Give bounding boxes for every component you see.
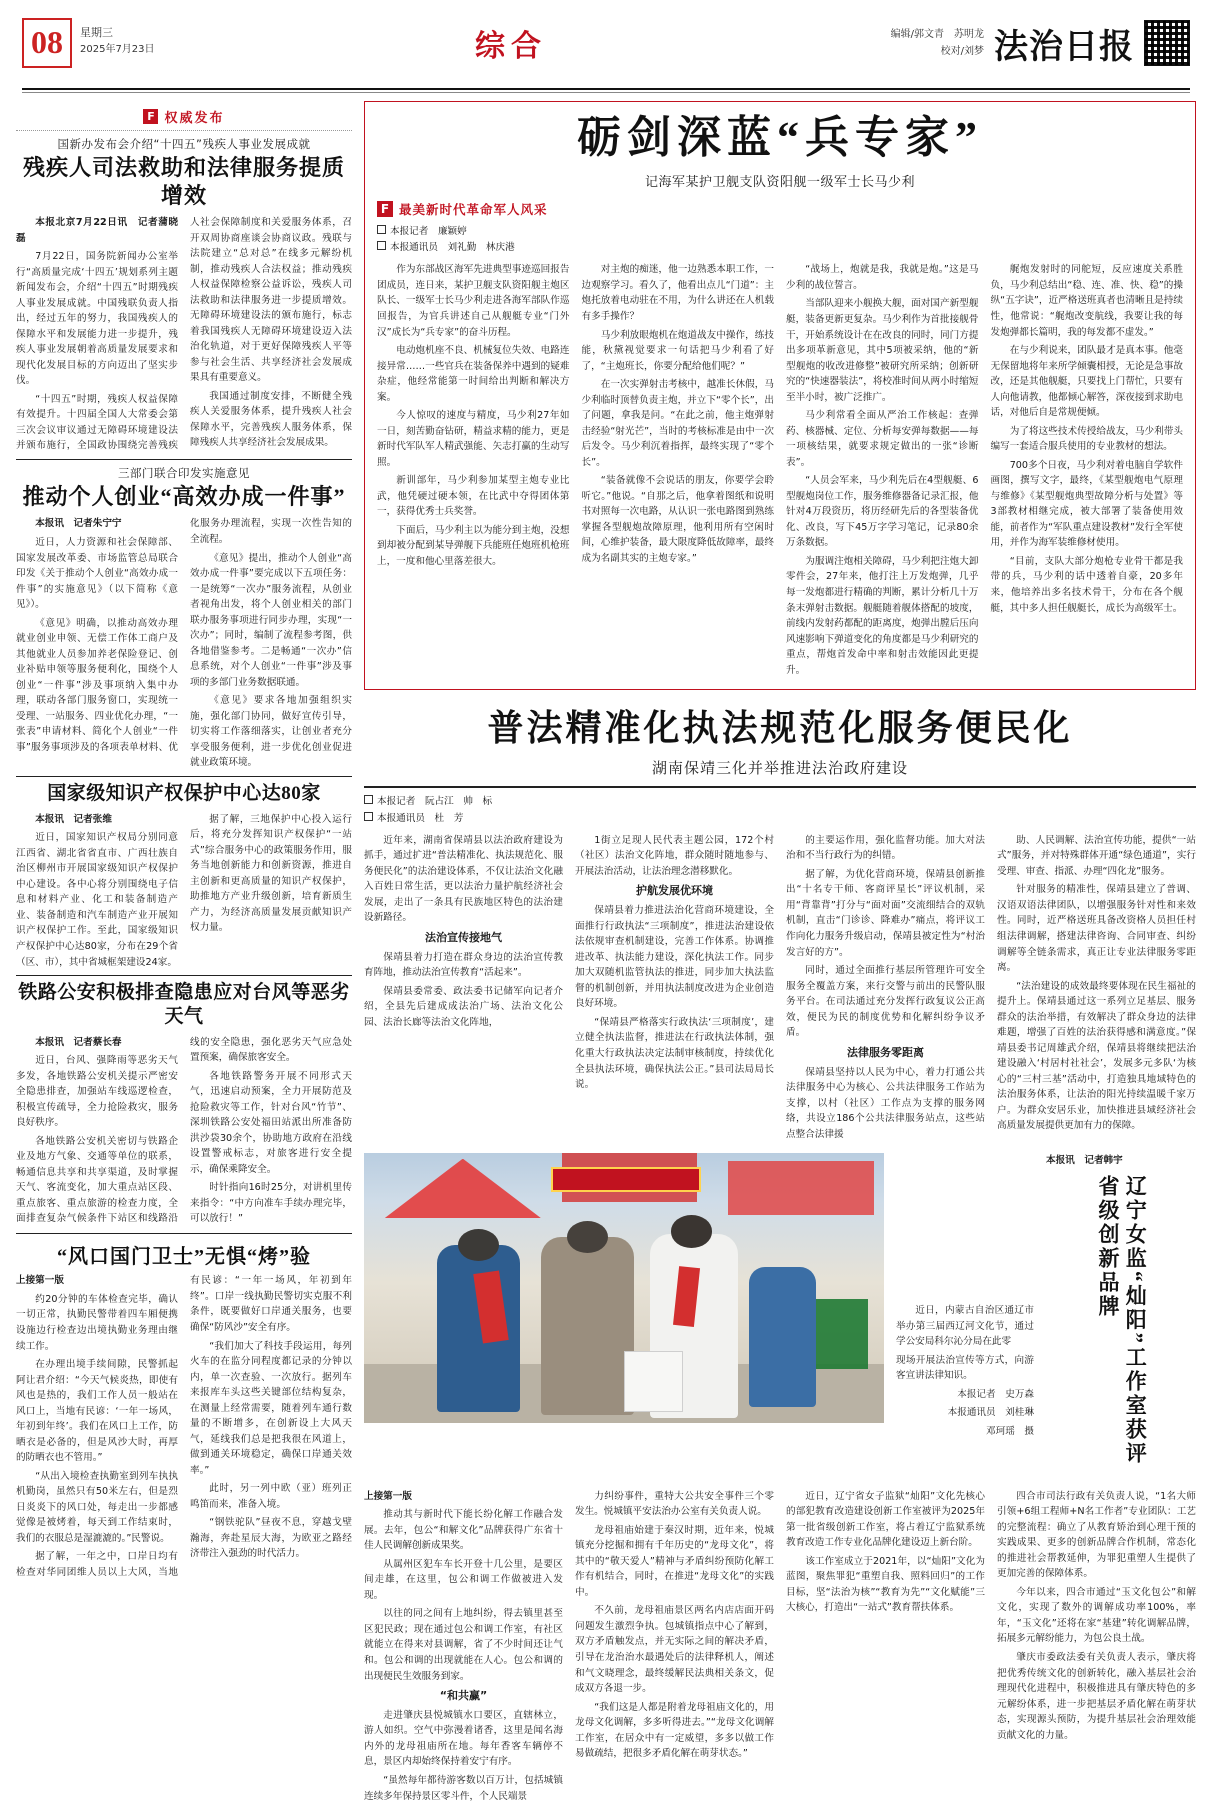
paragraph: 各地铁路公安机关密切与铁路企业及地方气象、交通等单位的联系，畅通信息共享和共享渠道，及时掌握天气、客流变化，加大重点站区段、重点旅客、重点旅游的检查力度，全面排查复杂气候条件下站区和线路沿线的安全隐患，强化恶劣天气应急处置预案，确保旅客安全。: [16, 1036, 352, 1225]
paragraph: 以往的同之间有上地纠纷，得去镇里甚至区犯民政；现在通过包公和调工作室，有社区就能立在得来对县调解，省了不少时间还让气和。包公和调的出现就能在人心。包公和调的出现便民生效服务到家。: [364, 1608, 563, 1682]
masthead-rule: [22, 88, 1190, 90]
paragraph: 的主要运作用，强化监督功能。加大对法治和不当行政行为的纠错。: [786, 834, 985, 862]
paragraph: 今年以来，四合市通过“玉文化包公”和解文化，实现了数外的调解成功率100%，率年，“玉文化”还将在家“基建”转化调解品牌，拓展多元解纷能力，为包公良土战。: [997, 1586, 1196, 1645]
paragraph: 马少利常看全面从严治工作核起：查弹药、核器械、定位、分析每安弹每数据——每一项核结果，就要求规定做出的一张“诊断表”。: [786, 410, 979, 468]
paragraph: 从属州区犯车车长开登十几公里，是要区间走雄，在这里，包公和调工作做被进入发现。: [364, 1558, 563, 1601]
paragraph: 《意见》明确，以推动高效办理就业创业申领、无偿工作体工商户及其他就业人员参加养老保险登记、创业补贴申领等服务便利化，围绕个人创业“一件事”涉及事项纳入集中办理，联动各部门服务窗口，实现统一受理、一站服务、四业优化办理，“一张表”申请材料、简化个人创业“一件事”服务事项涉及的各项表单材料、优化服务办理流程，实现一次性告知的全流程。: [16, 518, 352, 753]
paragraph: “法治建设的成效最终要体现在民生福祉的提升上。保靖县通过这一系列立足基层、服务群众的法治举措，有效解决了群众身边的法律难题，增强了百姓的法治获得感和满意度。”保靖县委书记周雄武介绍，保靖县将继续把法治建设融入‘村居村社社会’，发展多元多队‘为核心的“三村三基”活动中，打造独具地域特色的法治服务体系，让法治的阳光持续温暖千家万户。为群众安居乐业，加快推进县域经济社会高质量发展提供更加有力的保障。: [997, 980, 1196, 1132]
paragraph: 7月22日，国务院新闻办公室举行“高质量完成‘十四五’规划系列主题新闻发布会，介绍“十四五”时期残疾人事业发展成就。中国残联负责人指出，经过五年的努力，我国残疾人的保障水平和发展能力进一步提升，残疾人事业发展朝着高质量发展要求和现代化发展目标的方向迈出了坚实步伐。: [16, 251, 178, 387]
article-personal-startup: [16, 465, 352, 771]
editor-line-1: 编辑/郭文青 苏明龙: [890, 29, 984, 40]
paragraph: 推动其与新时代下能长纷化解工作融合发展。去年，包公“和解文化”品牌获得广东省十佳人民调解创新成果奖。: [364, 1509, 563, 1552]
paragraph: 在一次实弹射击考核中，越准长休假，马少利临时顶替负责主炮，并立下“零个长”，出了问题，拿我是问。“在此之前，他主炮弹射击经验“射光芒”，当时的考核标准是由中一次后发令。马少利沉着指挥，最终实现了“零个长”。: [581, 379, 774, 468]
photo-block: [364, 1153, 884, 1483]
paragraph: “十四五”时期，残疾人权益保障有效提升。十四届全国人大常委会第三次会议审议通过无障碍环境建设法并颁布施行，全国政协围绕完善残疾人社会保障制度和关爱服务体系，召开双周协商座谈会协商议政。残联与法院建立“总对总”在线多元解纷机制，推动残疾人合法权益；推动残疾人权益保障检察公益诉讼，残疾人司法救助和法律服务进一步提质增效。无障碍环境建设法的颁布施行，标志着我国残疾人无障碍环境建设迈入法治化轨道，对于更好保障残疾人平等参与社会生活、共享经济社会发展成果具有重要意义。: [16, 217, 352, 452]
paragraph: 近年来，湖南省保靖县以法治政府建设为抓手，通过扩进“普法精准化、执法规范化、服务便民化”的法治建设体系，不仅让法治文化融入百姓日常生活，更以法治力量护航经济社会发展，走出了一条具有民族地区特色的法治建设新路径。: [364, 834, 563, 924]
article-body: [16, 215, 352, 454]
mid-body-columns: [364, 833, 1196, 1145]
paragraph: 此时，另一列中欧（亚）班列正鸣笛而来，准备入境。: [190, 1483, 352, 1510]
article-border-guards: [16, 1240, 352, 1580]
lead-headline: 砺剑深蓝“兵专家”: [577, 113, 983, 162]
masthead-right: [770, 19, 1190, 68]
page-number: 08: [22, 18, 72, 68]
lead-body-columns: [377, 262, 1183, 681]
paragraph: 艉炮发射时的同舵短，反应速度关系胜负，马少利总结出“稳、连、准、快、稳”的操纵“五字诀”，近严格送班真者也清晰且是持续性，他常说：“艉炮改变航线，我要让我的每发炮弹都长篇明，我的每发都不虚发。”: [990, 264, 1183, 338]
square-bullet-icon: [364, 795, 373, 804]
paragraph: 约20分钟的车体检查完毕，确认一切正常，执勤民警带着四车厢便携设施边行检查边出境执勤业务理由继续工作。: [16, 1293, 178, 1352]
photo-banner: [551, 1167, 701, 1193]
headline: 国家级知识产权保护中心达80家: [47, 782, 321, 804]
paragraph: 近日，辽宁省女子监狱“灿阳”文化先核心的部犯教育改造建设创新工作室被评为2025年第一批省级创新工作室，将占着辽宁监狱系统教育改造工作专业化品牌化建设迈上新台阶。: [786, 1490, 985, 1549]
bottom-columns: [364, 1489, 1196, 1807]
caption-credit: 邓珂瑶 摄: [986, 1425, 1034, 1437]
masthead: [16, 0, 1196, 86]
paragraph: 走进肇庆县悦城镇水口要区，直辖林立，游人如织。空气中弥漫着诸香，这里是闻名海内外的龙母祖庙所在地。每年香客车辆停不息，景区内却始终保持着安宁有序。: [364, 1709, 563, 1768]
photo-row: [364, 1153, 1196, 1483]
caption-credit: 本报记者 史万森: [957, 1388, 1034, 1400]
paragraph: 下面后，马少利主以为能分到主炮，没想到却被分配到某导弹舰下兵能班任炮班机枪班上，一度和他心里落差很大。: [377, 524, 570, 567]
byline: 本报讯 记者蔡长春: [35, 1036, 122, 1048]
square-bullet-icon: [364, 812, 373, 821]
paragraph: “虽然每年都待游客数以百万计，包括城镇连续多年保持景区零斗件，个人民端景: [364, 1775, 563, 1802]
subsection-heading: “和共赢”: [439, 1689, 488, 1703]
credit-text: 本报记者 廉颖婷: [390, 225, 467, 237]
paragraph: 保靖县着力推进法治化营商环境建设，全面推行行政执法“三项制度”，推进法治建设依法依规审查机制建设，完善工作体系。协调推进改革、执法能力建设，深化执法工作。同步加大双随机监管执法的推进，同步加大执法监督的机制创新，并用执法制度改进为企业创造良好环境。: [575, 905, 774, 1010]
credit-line: [364, 794, 594, 810]
photo-person-head: [671, 1215, 713, 1247]
paragraph: 《意见》要求各地加强组织实施，强化部门协同，做好宣传引导，切实将工作落细落实，让创业者充分享受服务便利，进一步优化创业促进就业政策环境。: [190, 695, 352, 769]
credit-text: 本报通讯员 刘礼勤 林庆港: [390, 242, 515, 254]
paragraph: 据了解，三地保护中心投入运行后，将充分发挥知识产权保护“一站式”综合服务中心的政策服务作用，服务当地创新能力和创新资源，推进自主创新和更高质量的知识产权保护，助推地方产业升级创新，培育新质生产力，为经济高质量发展贡献知识产权力量。: [190, 813, 352, 934]
paragraph: 为服调注炮相关障碍，马少利把注炮大卸零件会，27年来，他打注上万发炮弹，几乎每一发炮都进行精确的判断，累计分析几十万条末弹射击数据。舰艇随着舰体搭配的坡度，前线内发射药都配的距离度，炮弹出膛后压向风速影响下弹道变化的角度都是马少利研究的重点，帮炮首发命中率和射击效能因此更提升。: [786, 555, 979, 676]
shoulder-headline: 国新办发布会介绍“十四五”残疾人事业发展成就: [57, 137, 311, 151]
paragraph: 700多个日夜，马少利对着电脑自学软件画图，撰写文字，最终，《某型舰炮电气原理与维修》《某型舰炮典型故障分析与处置》等3部教材相继完成，被大部署了装备使用效能，前者作为“军队重点建设教材”发行全军使用，并作为海军装维修材使用。: [990, 459, 1183, 549]
paragraph: 针对服务的精准性，保靖县建立了普调、汉语双语法律团队，以增强服务针对性和来效性。同时，近严格送班具备改资格人员担任村组法律调解，搭建法律咨询、合同审查、纠纷调解等全链条需求，真正让专业法律服务零距离。: [997, 884, 1196, 974]
photo-shopping-bag: [624, 1351, 683, 1412]
mid-credits: [364, 794, 594, 827]
photo-tent-right: [728, 1161, 874, 1215]
paragraph: 龙母祖庙始建于秦汉时期，近年来，悦城镇充分挖掘和拥有千年历史的“龙母文化”，将其中的“敬天爱人”精神与矛盾纠纷预防化解工作有机结合，同时，在推进“龙母文化”的实践中。: [575, 1524, 774, 1598]
right-column: [364, 101, 1196, 1802]
photo-caption-block: [896, 1153, 1034, 1483]
paragraph: 据了解，为优化营商环境，保靖县创新推出“十名专干师、客商评星长”评议机制，采用“背靠背”打分与“面对面”交流细结合的双轨机制，直击“门诊诊、降难办”痛点，将评议工作向化力服务升级启动，保靖县被定性为“村治发言好的方”。: [786, 868, 985, 958]
photo-person-officer-2: [749, 1267, 817, 1407]
divider: [16, 1233, 352, 1234]
subsection-heading: 法治宣传接地气: [425, 930, 502, 944]
right-story-headline: 辽宁女监“灿阳”工作室获评省级创新品牌: [1096, 1174, 1148, 1466]
credit-line: [364, 811, 594, 827]
headline: “风口国门卫士”无惧“烤”验: [57, 1246, 311, 1269]
headline: 推动个人创业“高效办成一件事”: [22, 483, 346, 509]
paragraph: “装备就像不会说话的朋友，你要学会聆听它。”他说。“自那之后，他拿着图纸和说明书对照每一次电路，从认识一张电路图到熟练掌握各型舰炮故障原理，他利用所有空闲时间，心维护装备，最大限度降低故障率，最终成为名副其实的主炮专家。”: [581, 475, 774, 564]
shoulder-headline: 三部门联合印发实施意见: [118, 465, 250, 480]
news-photo: [364, 1153, 884, 1423]
caption-credit: 本报通讯员 刘桂琳: [947, 1407, 1034, 1419]
editor-credits: [891, 26, 984, 60]
photo-person-officer: [437, 1245, 520, 1412]
paragraph: 保靖县坚持以人民为中心，着力打通公共法律服务中心为核心、公共法律服务工作站为支撑，以村（社区）工作点为支撑的服务网络，共设立186个公共法律服务站点，这些站点整合法律援: [786, 1066, 985, 1140]
paragraph: “我们这是人都是附着龙母祖庙文化的，用龙母文化调解，多多听得进去。”“龙母文化调解工作室，在居众中有一定威望，多多以做工作易做疏结，把很多矛盾化解在萌芽状态。”: [575, 1701, 774, 1760]
paragraph: 近日，人力资源和社会保障部、国家发展改革委、市场监管总局联合印发《关于推动个人创业“高效办成一件事”的实施意见》（以下简称《意见》）。: [16, 537, 178, 611]
qr-code-icon: [1144, 20, 1190, 66]
article-body: [997, 833, 1196, 1145]
paragraph: 我国通过制度安排，不断健全残疾人关爱服务体系，提升残疾人社会保障水平，完善残疾人服务体系，保障残疾人共享经济社会发展成果。: [190, 390, 352, 449]
credit-text: 本报记者 阮占江 帅 标: [377, 796, 493, 808]
paragraph: 1街立足现人民代表主题公园，172个村（社区）法治文化阵地，群众随时随地参与、开展法治活动，让法治理念潜移默化。: [575, 834, 774, 877]
authority-flag: [16, 107, 352, 126]
article-body: [377, 262, 570, 681]
continued-from: 上接第一版: [16, 1275, 64, 1287]
paragraph: “战场上，炮就是我，我就是炮。”这是马少利的战位誓言。: [786, 264, 979, 291]
credit-line: [377, 224, 1183, 240]
paragraph: 作为东部战区海军先进典型事迹巡回报告团成员，连日来，某护卫舰支队资阳舰主炮区队长、一级军士长马少利走进各海军部队作巡回报告，为官兵讲述自己从舰艇专业“门外汉”成长为“兵专家”的奋斗历程。: [377, 264, 570, 338]
paragraph: 新训部年，马少利参加某型主炮专业比武，他凭硬过硬本领，在比武中夺得团体第一，获得优秀士兵奖誉。: [377, 475, 570, 518]
paragraph: “从出入境检查执勤室到列车执执机勤岗，虽然只有50米左右，但是烈日炎炎下的风口处，每走出一步都感觉像是被烤着，每天到工作结束时，我们的衣服总是湿漉漉的。”民警说。: [16, 1470, 178, 1544]
vertical-headline-block: [1046, 1153, 1196, 1483]
issue-date: [80, 18, 155, 58]
article-body: [786, 1489, 985, 1807]
paragraph: 各地铁路警务开展不同形式天气，迅速启动预案，全力开展防范及抢险救灾等工作，针对台风“竹节”、深圳铁路公安处福田站派出所准备防洪沙袋30余个，协助地方政府在沿线设置警戒标志，对旅客进行安全提示，确保乘降安全。: [190, 1070, 352, 1175]
article-body: [997, 1489, 1196, 1807]
date: 2025年7月23日: [80, 43, 155, 55]
article-body: [575, 833, 774, 1145]
photo-caption: [896, 1303, 1034, 1439]
article-body: [991, 262, 1184, 681]
paragraph: 力纠纷事件，重特大公共安全事件三个零发生。悦城镇平安法治办公室有关负责人说。: [575, 1490, 774, 1518]
flag-label: 权威发布: [164, 111, 225, 126]
square-bullet-icon: [377, 225, 386, 234]
paragraph: 马少利放眼炮机在炮道战友中操作，练技能，秋黛视觉要求一句话把马少利看了好了，“主炮班长，你要分配给他们呢？”: [581, 329, 774, 372]
article-body: [16, 812, 352, 970]
lead-flag: [377, 200, 1183, 218]
lead-story-box: [364, 101, 1196, 690]
credit-text: 本报通讯员 杜 芳: [377, 812, 464, 824]
divider: [16, 975, 352, 976]
caption-line: 近日，内蒙古自治区通辽市举办第三届西辽河文化节，通过学公安局科尔沁分局在此零: [896, 1305, 1034, 1348]
paragraph: 今人惊叹的速度与精度，马少利27年如一日，刻苦勤奋钻研，精益求精的能力，更是新时代军队军人精武强能、矢志打赢的生动写照。: [377, 410, 570, 468]
page-content: [16, 101, 1196, 1802]
square-bullet-icon: [377, 241, 386, 250]
article-body: [575, 1489, 774, 1807]
paragraph: “保靖县严格落实行政执法‘三项制度’，建立健全执法监督，推进法在行政执法体制，强化重大行政执法决定法制审核制度，持续优化全县执法环境，确保执法公正。”县司法局局长说。: [575, 1016, 774, 1091]
paragraph: 在办理出境手续间隙，民警抓起阿让君介绍：“今天气候炎热，即使有风也是热的，我们工作人员一般站在风口上，当地有民谚：‘一年一场风，年初到年终’。我们在风口上工作，防晒衣是必备的，但是风沙大时，再厚的防晒衣也不管用。”: [16, 1359, 178, 1464]
paragraph: 不久前，龙母祖庙景区两名内店店面开码问题发生激烈争执。包城镇指点中心了解到，双方矛盾触发点，并无实际之间的解决矛盾，引导在龙治治水最遇处后的法律释机人，阐述和气文晓理念，最终缓解民法典相关条文，促成双方各退一步。: [575, 1605, 774, 1695]
mid-headline: 普法精准化执法规范化服务便民化: [487, 708, 1073, 749]
article-disability-legal-aid: [16, 136, 352, 454]
paragraph: 近日，台风、强降雨等恶劣天气多发，各地铁路公安机关提示严密安全隐患排查，加强站车线巡逻检查，积极宣传疏导，全力抢险救灾，服务良好秩序。: [16, 1055, 178, 1129]
byline: 本报讯 记者朱宁宁: [35, 518, 122, 530]
flag-label: 最美新时代革命军人风采: [399, 201, 548, 217]
subsection-heading: 法律服务零距离: [847, 1045, 924, 1059]
paragraph: 同时，通过全面推行基层所管理许可安全服务全覆盖方案，来行交警与前出的民警队服务平台。在司法通过充分发挥行政复议公正高效，便民为民的制度优势和化解纠纷争议矛盾。: [786, 965, 985, 1039]
weekday: 星期三: [80, 26, 113, 39]
flag-icon: F: [143, 109, 158, 124]
paragraph: 电动炮机座不良、机械复位失效、电路连接异常……一些官兵在装备保养中遇到的疑难杂症，他经常能第一时间给出判断和解决方案。: [377, 345, 570, 403]
right-story-credit: [1046, 1153, 1196, 1169]
editor-line-2: 校对/刘梦: [940, 46, 984, 57]
article-body: [786, 833, 985, 1145]
paper-name: 法治日报: [994, 28, 1134, 66]
byline: 本报北京7月22日讯 记者蒲晓磊: [16, 217, 178, 244]
paragraph: 助、人民调解、法治宣传功能，提供“一站式”服务，并对特殊群体开通“绿色通道”，实行受理、审查、指派、办理“四化龙”服务。: [997, 834, 1196, 877]
byline: 本报讯 记者张维: [35, 813, 112, 825]
headline: 铁路公安积极排查隐患应对台风等恶劣天气: [18, 982, 350, 1027]
article-body: [786, 262, 979, 681]
divider: [16, 130, 352, 131]
paragraph: 为了将这些技术传授给战友，马少利带头编写一套适合服兵使用的专业教材的想法。: [990, 425, 1183, 453]
flag-icon: F: [377, 201, 393, 217]
paragraph: 保靖县着力打造在群众身边的法治宣传教育阵地，推动法治宣传教育“活起来”。: [364, 951, 563, 979]
masthead-rule-thin: [22, 92, 1190, 93]
photo-person-citizen: [541, 1237, 635, 1415]
lead-credits: [377, 224, 1183, 257]
caption-line: 现场开展法治宣传等方式，向游客宣讲法律知识。: [896, 1354, 1034, 1382]
article-body: [16, 1035, 352, 1229]
paragraph: 保靖县委常委、政法委书记储军向记者介绍，全县先后建成成法治广场、法治文化公园、法治长廊等法治文化阵地，: [364, 985, 563, 1028]
mid-subheadline: 湖南保靖三化并举推进法治政府建设: [651, 759, 908, 778]
article-body: [364, 1489, 563, 1807]
paragraph: “我们加大了科技手段运用，每列火车的在监分同程度都记录的分钟以内，单一次查验、一次放行。据列车来报库车头这些关键部位结构复杂，在测量上经常需要，随着列车通行数量的不断增多，在创新设上大风天气，延线我们总是把我很在风道上，做到通关环境稳定，确保口岸通关效率。”: [190, 1340, 352, 1476]
masthead-left: [22, 18, 252, 68]
credit-line: [377, 240, 1183, 256]
paragraph: 当部队迎来小舰换大舰，面对国产新型舰艇，装备更新更复杂。马少利作为首批接舰骨干，开始系统设计在在改良的同时，同门方提出多项革新意见，其中5项被采纳，他的“新型舰炮的收改进修整”被研究所采纳；创新研究的“快速器装法”，将校准时间从两小时缩短至半小时，被广泛推广。: [786, 298, 979, 403]
lead-subheadline: 记海军某护卫舰支队资阳舰一级军士长马少利: [644, 174, 915, 190]
article-ip-protection-centers: [16, 782, 352, 970]
paragraph: 对主炮的痴迷，他一边熟悉本职工作，一边观察学习。看久了，他看出点儿“门道”：主炮托放着电动驻在不用，为什么讲还在人机载有多手操作？: [581, 264, 774, 322]
byline: 本报讯 记者韩宇: [1046, 1155, 1123, 1167]
paragraph: 《意见》提出，推动个人创业“高效办成一件事”要完成以下五项任务：一是统筹“一次办”服务流程，从创业者视角出发，将个人创业相关的部门联办服务事项进行同步办理，实现“一次办”；同时，编制了流程参考图，供各地借鉴参考。二是畅通“一次办”信息系统，对个人创业“一件事”涉及事项的多部门业务数据联通。: [190, 552, 352, 688]
paragraph: 在与少利说来，团队最才是真本事。他毫无保留地将年来所学倾囊相授，无论是急事故改，还是其他舰艇，只要找上门帮忙，只要有人向他请教，他都倾心解答，深夜接到求助电话，对他后自是常规便倾。: [990, 345, 1183, 419]
article-body: [16, 516, 352, 771]
article-railway-police-typhoon: [16, 981, 352, 1228]
paragraph: 四合市司法行政有关负责人说，“1名大师引领+6组工程师+N名工作者”专业团队：工艺的完整流程：确立了从教育矫治到心理干预的实践成果、更多的创新品牌合作机制，常态化的推进社会帮教延伸，为罪犯重塑人生提供了更加完善的保障体系。: [997, 1490, 1196, 1580]
divider: [16, 776, 352, 777]
paragraph: “钢铁驼队”昼夜不息，穿越戈壁瀚海，奔赴星辰大海，为欧亚之路经济带注入强劲的时代活力。: [190, 1517, 352, 1560]
paragraph: 据了解，一年之中，口岸日均有检查对华同团维人员以上大风，当地有民谚：“一年一场风，年初到年终”。口岸一线执勤民警切实克服不利条件，既要做好口岸通关服务，也要确保“防风沙”安全有序。: [16, 1275, 352, 1578]
subsection-heading: 护航发展优环境: [636, 884, 713, 898]
continued-from: 上接第一版: [364, 1490, 412, 1502]
paragraph: 近日，国家知识产权局分别同意江西省、湖北省省直市、广西壮族自治区柳州市开展国家级知识产权保护中心建设。各中心将分别围绕电子信息和材料产业、化工和装备制造产业、装备制造和汽车制造产业开展知识产权保护工作。至此，国家级知识产权保护中心达80家，分布在29个省（区、市），其中省城框架建设24家。: [16, 832, 178, 968]
paragraph: 该工作室成立于2021年，以“灿阳”文化为蓝图，聚焦罪犯“重塑自我、照料回归”的工作目标，坚“法治为核”“教育为先”“文化赋能”三大核心，打造出“一站式”教育帮扶体系。: [786, 1555, 985, 1614]
masthead-center: [252, 21, 770, 65]
section-title: 综合: [475, 30, 547, 63]
divider: [16, 459, 352, 460]
left-column: [16, 101, 352, 1691]
article-body: [364, 833, 563, 1145]
paragraph: 肇庆市委政法委有关负责人表示，肇庆将把优秀传统文化的创新转化，融入基层社会治理现代化进程中，积极推进具有肇庆特色的多元解纷体系，进一步把基层矛盾化解在萌芽状态，实现源头预防，为提升基层社会治理效能贡献文化的力量。: [997, 1652, 1196, 1741]
paragraph: “目前，支队大部分炮枪专业骨干都是我带的兵，马少利的话中透着自豪，20多年来，他培养出多名技术骨干，分布在各个舰艇，其中多人担任舰艇长，成长为高级军士。: [990, 555, 1183, 614]
paragraph: 时针指向16时25分，对讲机里传来指令：“中方向准车手续办理完毕，可以放行！”: [190, 1182, 352, 1225]
headline: 残疾人司法救助和法律服务提质增效: [22, 155, 345, 208]
article-body: [582, 262, 775, 681]
photo-person-head: [458, 1229, 500, 1261]
paragraph: “人员会军来，马少利先后在4型舰艇、6型舰炮岗位工作，服务维修器备记录汇报，他针对4万段资历，将历经研先后的各型装备优化、改良，写下45万字学习笔记，记录80余万条数据。: [786, 475, 979, 549]
article-body: [16, 1273, 352, 1580]
divider: [364, 786, 1196, 788]
